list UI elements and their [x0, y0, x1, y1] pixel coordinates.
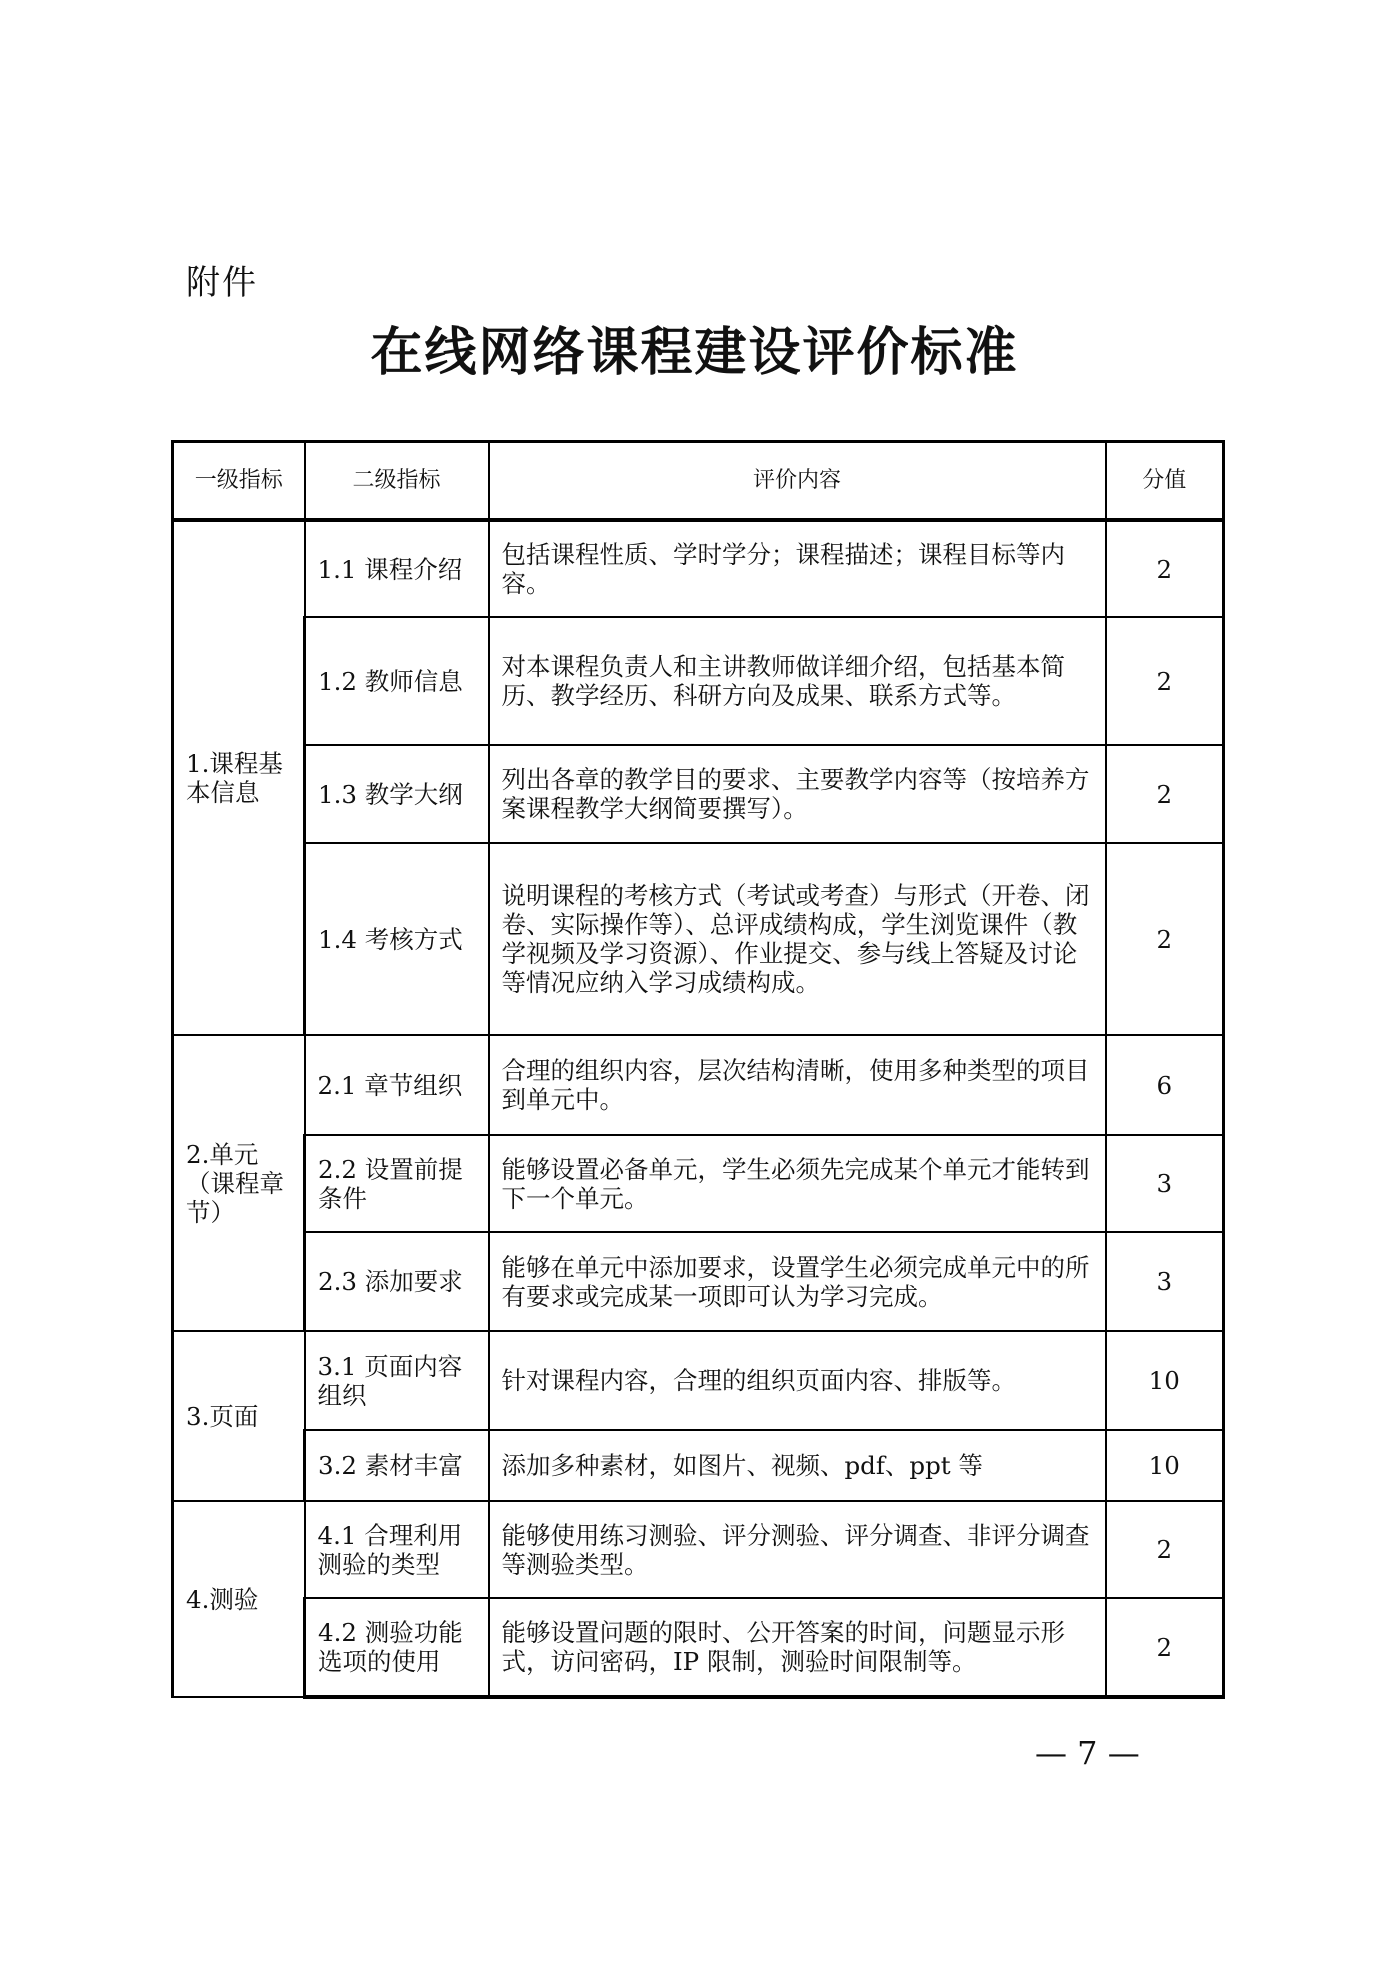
table-row	[173, 1035, 1224, 1135]
header-level1: 一级指标	[173, 442, 305, 521]
content-cell: 能够设置问题的限时、公开答案的时间，问题显示形式，访问密码，IP 限制，测验时间限制等。	[489, 1598, 1106, 1697]
table-row	[173, 745, 1224, 843]
sub-indicator-cell: 1.1 课程介绍	[305, 520, 489, 617]
score-cell: 10	[1106, 1331, 1224, 1430]
table-row	[173, 617, 1224, 745]
sub-indicator-cell: 1.2 教师信息	[305, 617, 489, 745]
category-cell: 1.课程基本信息	[173, 520, 305, 1035]
category-cell: 4.测验	[173, 1501, 305, 1697]
score-cell: 2	[1106, 843, 1224, 1035]
content-cell: 能够在单元中添加要求，设置学生必须完成单元中的所有要求或完成某一项即可认为学习完成。	[489, 1232, 1106, 1331]
score-cell: 2	[1106, 1501, 1224, 1598]
score-cell: 6	[1106, 1035, 1224, 1135]
header-score: 分值	[1106, 442, 1224, 521]
sub-indicator-cell: 4.2 测验功能选项的使用	[305, 1598, 489, 1697]
sub-indicator-cell: 1.3 教学大纲	[305, 745, 489, 843]
table-row	[173, 1135, 1224, 1232]
score-cell: 3	[1106, 1135, 1224, 1232]
header-content: 评价内容	[489, 442, 1106, 521]
content-cell: 对本课程负责人和主讲教师做详细介绍，包括基本简历、教学经历、科研方向及成果、联系方式等。	[489, 617, 1106, 745]
table-row	[173, 1331, 1224, 1430]
content-cell: 列出各章的教学目的要求、主要教学内容等（按培养方案课程教学大纲简要撰写）。	[489, 745, 1106, 843]
score-cell: 2	[1106, 520, 1224, 617]
sub-indicator-cell: 2.3 添加要求	[305, 1232, 489, 1331]
table-row	[173, 1501, 1224, 1598]
content-cell: 针对课程内容，合理的组织页面内容、排版等。	[489, 1331, 1106, 1430]
sub-indicator-cell: 4.1 合理利用测验的类型	[305, 1501, 489, 1598]
content-cell: 能够使用练习测验、评分测验、评分调查、非评分调查等测验类型。	[489, 1501, 1106, 1598]
sub-indicator-cell: 3.2 素材丰富	[305, 1430, 489, 1501]
table-row	[173, 1232, 1224, 1331]
content-cell: 说明课程的考核方式（考试或考查）与形式（开卷、闭卷、实际操作等）、总评成绩构成，学生浏览课件（教学视频及学习资源）、作业提交、参与线上答疑及讨论等情况应纳入学习成绩构成。	[489, 843, 1106, 1035]
sub-indicator-cell: 1.4 考核方式	[305, 843, 489, 1035]
sub-indicator-cell: 2.2 设置前提条件	[305, 1135, 489, 1232]
score-cell: 10	[1106, 1430, 1224, 1501]
category-cell: 3.页面	[173, 1331, 305, 1501]
score-cell: 2	[1106, 1598, 1224, 1697]
sub-indicator-cell: 3.1 页面内容组织	[305, 1331, 489, 1430]
category-cell: 2.单元（课程章节）	[173, 1035, 305, 1331]
content-cell: 添加多种素材，如图片、视频、pdf、ppt 等	[489, 1430, 1106, 1501]
table-row	[173, 1598, 1224, 1697]
attachment-label: 附件	[186, 263, 258, 303]
evaluation-standard-table	[171, 440, 1225, 1699]
table-row	[173, 843, 1224, 1035]
content-cell: 包括课程性质、学时学分；课程描述；课程目标等内容。	[489, 520, 1106, 617]
score-cell: 2	[1106, 617, 1224, 745]
score-cell: 3	[1106, 1232, 1224, 1331]
table-row	[173, 520, 1224, 617]
score-cell: 2	[1106, 745, 1224, 843]
content-cell: 能够设置必备单元，学生必须先完成某个单元才能转到下一个单元。	[489, 1135, 1106, 1232]
document-title: 在线网络课程建设评价标准	[370, 322, 1019, 383]
content-cell: 合理的组织内容，层次结构清晰，使用多种类型的项目到单元中。	[489, 1035, 1106, 1135]
header-level2: 二级指标	[305, 442, 489, 521]
table-header-row	[173, 442, 1224, 521]
page-number: — 7 —	[1035, 1734, 1140, 1772]
table-row	[173, 1430, 1224, 1501]
sub-indicator-cell: 2.1 章节组织	[305, 1035, 489, 1135]
